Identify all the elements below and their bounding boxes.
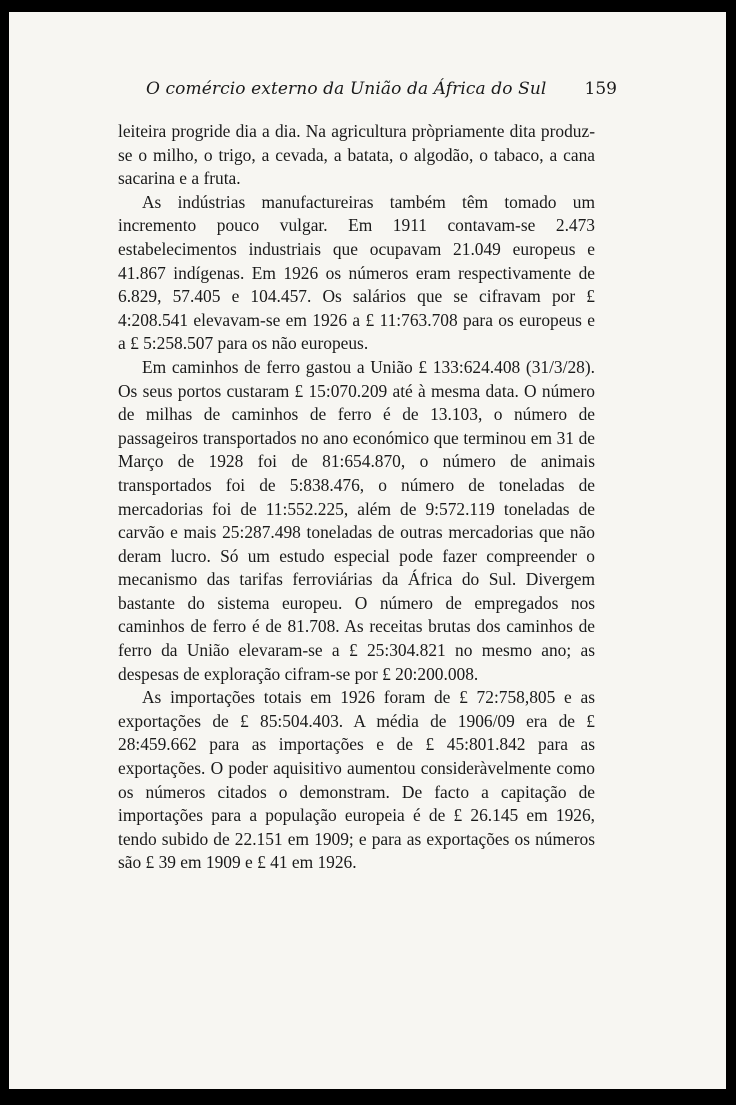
page-number: 159 [584, 79, 617, 99]
book-page [9, 12, 726, 1089]
paragraph-industries: As indústrias manufactureiras também têm tomado um incremento pouco vulgar. Em 1911 contavam-se 2.473 estabelecimentos industriais que ocupavam 21.049 europeus e 41.867 indígenas. Em 1926 os números eram respectivamente de 6.829, 57.405 e 104.457. Os salários que se cifravam por £ 4:208.541 elevavam-se em 1926 a £ 11:763.708 para os europeus e a £ 5:258.507 para os não europeus. [118, 191, 595, 354]
paragraph-trade: As importações totais em 1926 foram de £ 72:758,805 e as exportações de £ 85:504.403. A média de 1906/09 era de £ 28:459.662 para as importações e de £ 45:801.842 para as exportações. O poder aquisitivo aumentou consideràvelmente como os números citados o demonstram. De facto a capitação de importações para a população europeia é de £ 26.145 em 1926, tendo subido de 22.151 em 1909; e para as exportações os números são £ 39 em 1909 e £ 41 em 1926. [118, 687, 595, 873]
paragraph-railways: Em caminhos de ferro gastou a União £ 133:624.408 (31/3/28). Os seus portos custaram £ 15:070.209 até à mesma data. O número de milhas de caminhos de ferro é de 13.103, o número de passageiros transportados no ano económico que terminou em 31 de Março de 1928 foi de 81:654.870, o número de animais transportados foi de 5:838.476, o número de toneladas de mercadorias foi de 11:552.225, além de 9:572.119 toneladas de carvão e mais 25:287.498 toneladas de outras mercadorias que não deram lucro. Só um estudo especial pode fazer compreender o mecanismo das tarifas ferroviárias da África do Sul. Divergem bastante do sistema europeu. O número de empregados nos caminhos de ferro é de 81.708. As receitas brutas dos caminhos de ferro da União elevaram-se a £ 25:304.821 no mesmo ano; as despesas de exploração cifram-se por £ 20:200.008. [118, 356, 595, 684]
paragraph-continuation: leiteira progride dia a dia. Na agricultura pròpriamente dita produz-se o milho, o trigo, a cevada, a batata, o algodão, o tabaco, a cana sacarina e a fruta. [118, 121, 595, 189]
body-text [118, 120, 595, 875]
running-head [119, 79, 619, 105]
running-title: O comércio externo da União da África do Sul [146, 79, 547, 99]
